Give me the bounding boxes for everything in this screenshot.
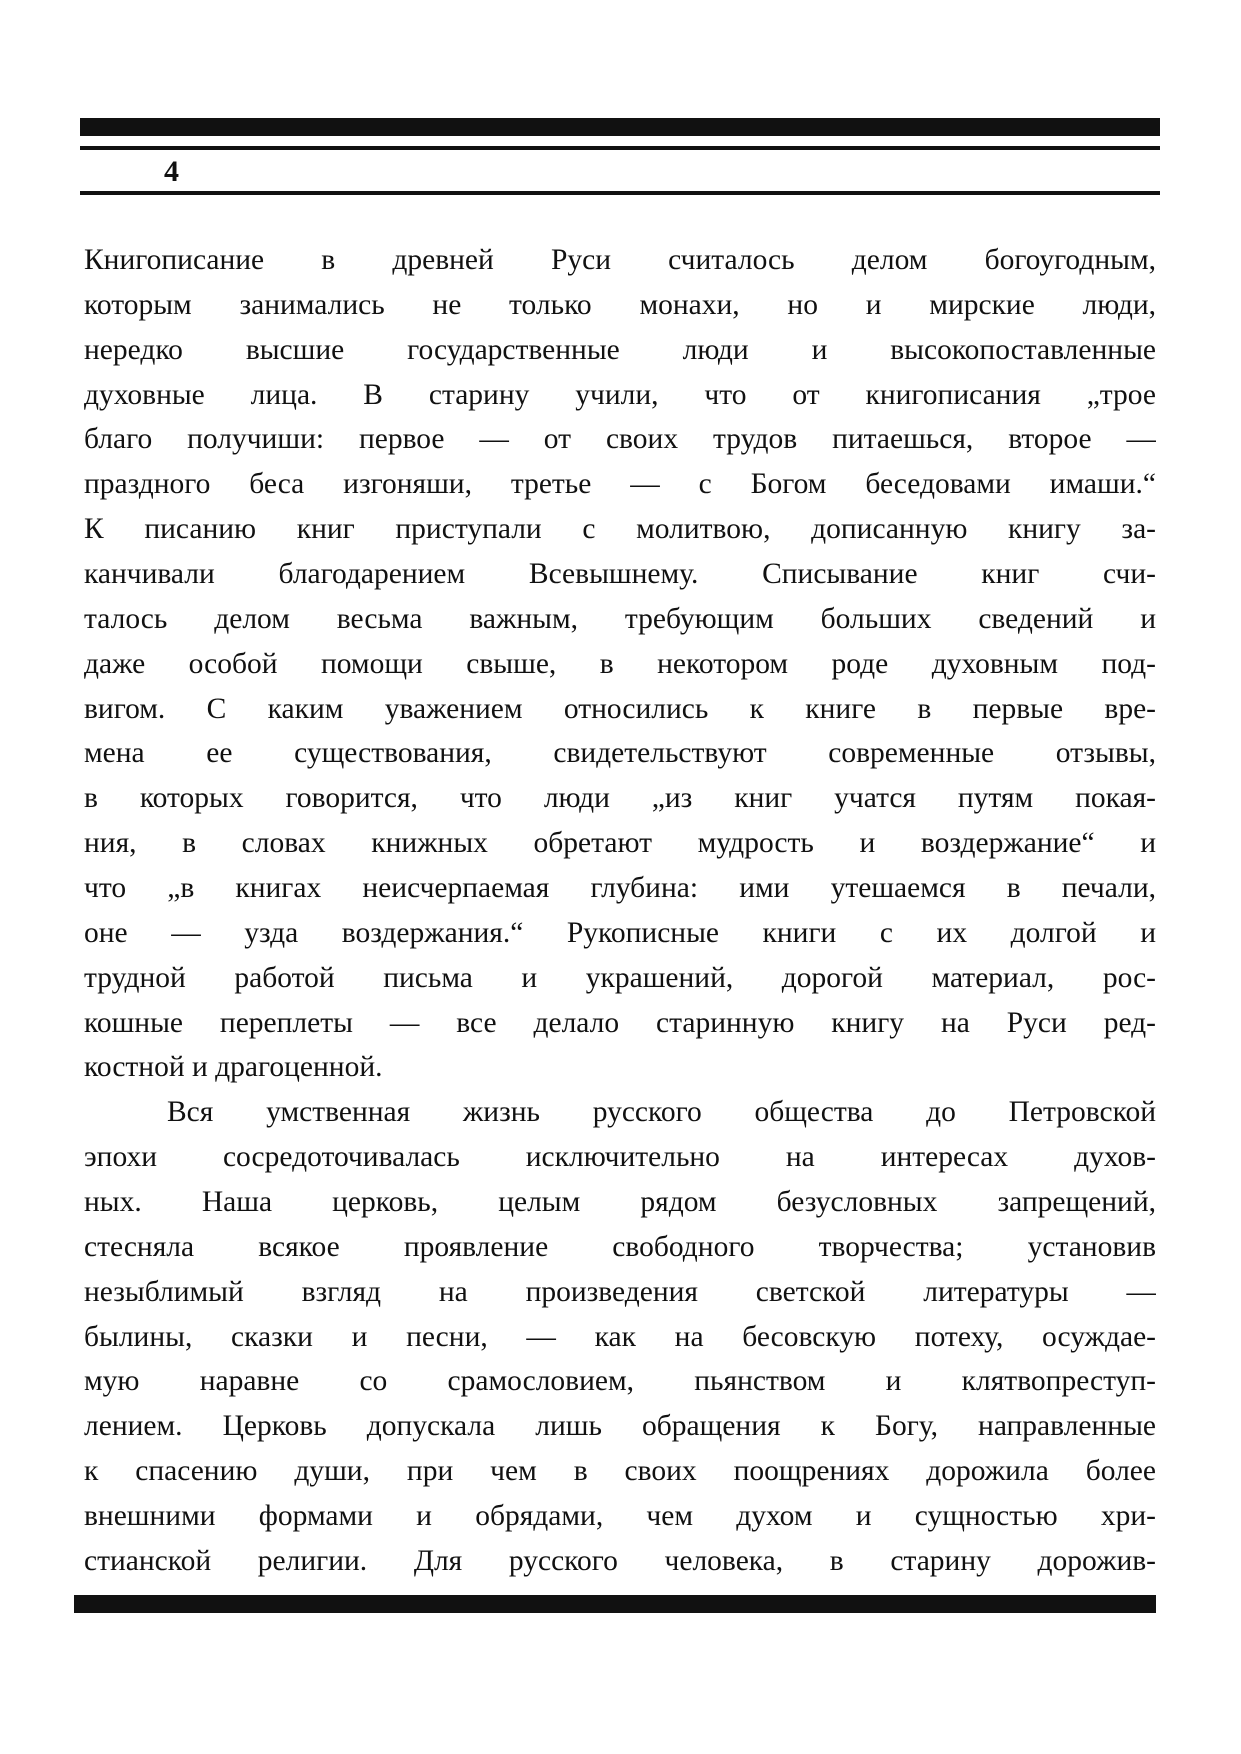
text-line: ных. Наша церковь, целым рядом безусловных запрещений, bbox=[84, 1186, 1156, 1219]
text-line: праздного беса изгоняши, третье — с Богом беседовами имаши.“ bbox=[84, 468, 1156, 501]
paragraph-2 bbox=[84, 1090, 1156, 1583]
text-line: Книгописание в древней Руси считалось делом богоугодным, bbox=[84, 244, 1156, 276]
text-line: которым занимались не только монахи, но и мирские люди, bbox=[84, 288, 1156, 321]
text-line: духовные лица. В старину учили, что от книгописания „трое bbox=[84, 378, 1156, 411]
text-line: мена ее существования, свидетельствуют современные отзывы, bbox=[84, 737, 1156, 770]
text-line: к спасению души, при чем в своих поощрениях дорожила более bbox=[84, 1455, 1156, 1488]
top-thin-rule bbox=[80, 146, 1160, 150]
top-thick-rule bbox=[80, 118, 1160, 136]
body-text bbox=[84, 238, 1156, 1584]
text-line: лением. Церковь допускала лишь обращения к Богу, направленные bbox=[84, 1410, 1156, 1443]
text-line: кошные переплеты — все делало старинную книгу на Руси ред- bbox=[84, 1006, 1156, 1039]
text-line: внешними формами и обрядами, чем духом и сущностью хри- bbox=[84, 1500, 1156, 1533]
text-line: даже особой помощи свыше, в некотором роде духовным под- bbox=[84, 647, 1156, 680]
text-line: ния, в словах книжных обретают мудрость и воздержание“ и bbox=[84, 827, 1156, 860]
text-line: нередко высшие государственные люди и высокопоставленные bbox=[84, 333, 1156, 366]
text-line: былины, сказки и песни, — как на бесовскую потеху, осуждае- bbox=[84, 1320, 1156, 1353]
text-line: стесняла всякое проявление свободного творчества; установив bbox=[84, 1230, 1156, 1263]
text-line: вигом. С каким уважением относились к книге в первые вре- bbox=[84, 692, 1156, 725]
header-bottom-rule bbox=[80, 191, 1160, 195]
page-number: 4 bbox=[164, 155, 179, 188]
text-line: мую наравне со срамословием, пьянством и клятвопреступ- bbox=[84, 1365, 1156, 1398]
text-line: незыблимый взгляд на произведения светской литературы — bbox=[84, 1275, 1156, 1308]
paragraph-1 bbox=[84, 238, 1156, 1090]
text-line: благо получиши: первое — от своих трудов питаешься, второе — bbox=[84, 423, 1156, 456]
text-line: стианской религии. Для русского человека, в старину дорожив- bbox=[84, 1544, 1156, 1577]
text-line: костной и драгоценной. bbox=[84, 1051, 383, 1084]
text-line: эпохи сосредоточивалась исключительно на интересах духов- bbox=[84, 1141, 1156, 1174]
text-line: трудной работой письма и украшений, дорогой материал, рос- bbox=[84, 961, 1156, 994]
text-line: в которых говорится, что люди „из книг учатся путям покая- bbox=[84, 782, 1156, 815]
text-line: Вся умственная жизнь русского общества до Петровской bbox=[167, 1096, 1156, 1129]
bottom-thick-rule bbox=[74, 1595, 1156, 1613]
text-line: канчивали благодарением Всевышнему. Списывание книг счи- bbox=[84, 558, 1156, 591]
text-line: что „в книгах неисчерпаемая глубина: ими утешаемся в печали, bbox=[84, 872, 1156, 905]
text-line: талось делом весьма важным, требующим больших сведений и bbox=[84, 602, 1156, 635]
text-line: К писанию книг приступали с молитвою, дописанную книгу за- bbox=[84, 513, 1156, 546]
text-line: оне — узда воздержания.“ Рукописные книги с их долгой и bbox=[84, 916, 1156, 949]
